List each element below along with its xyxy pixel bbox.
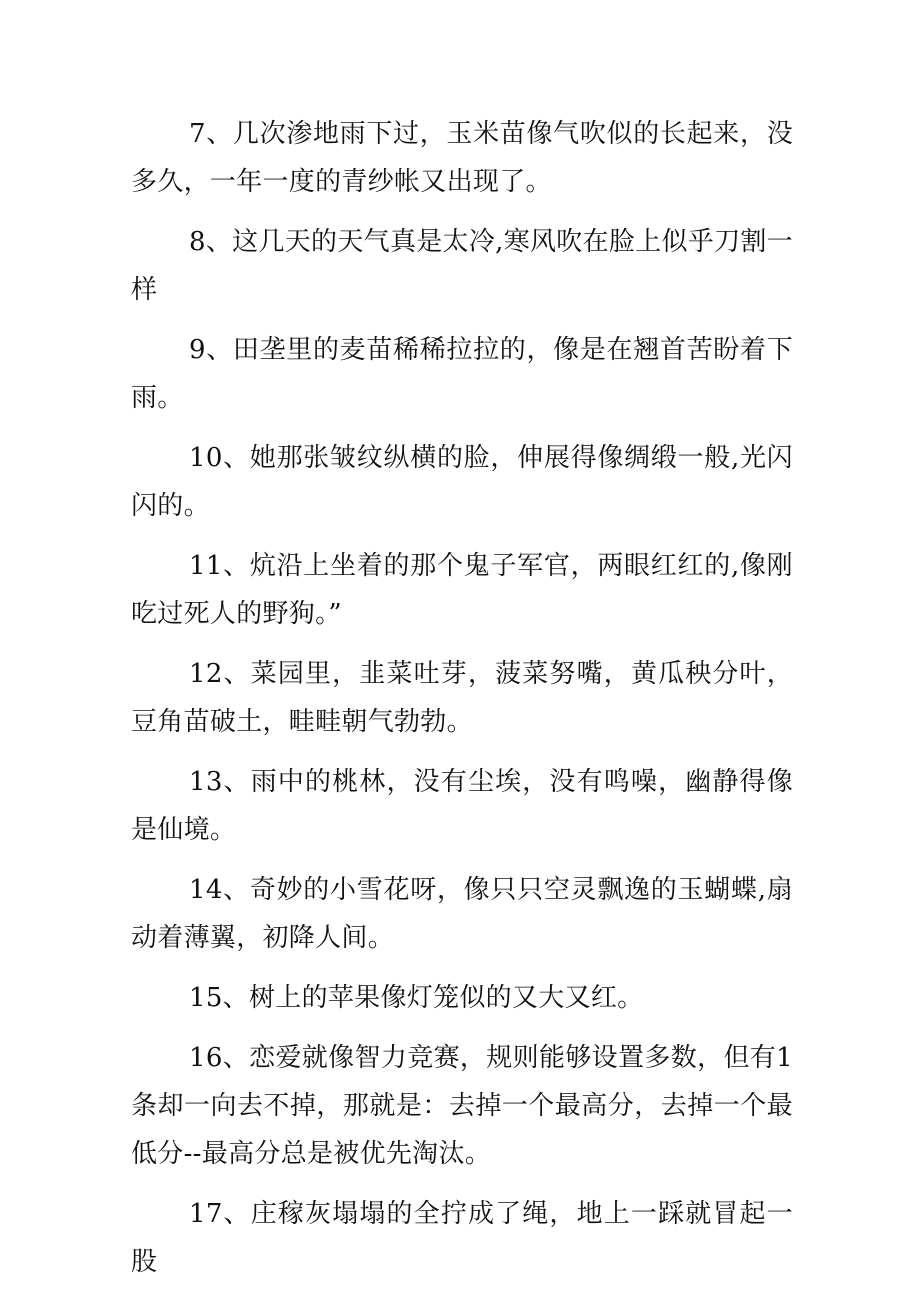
paragraph-15: 15、树上的苹果像灯笼似的又大又红。 [189,983,644,1013]
paragraph-17: 17、庄稼灰塌塌的全拧成了绳，地上一踩就冒起一股 [131,1199,793,1277]
paragraph-16: 16、恋爱就像智力竞赛，规则能够设置多数，但有1条却一向去不掉，那就是：去掉一个最高分，去掉一个最低分--最高分总是被优先淘汰。 [131,1043,793,1169]
paragraph-8: 8、这几天的天气真是太冷,寒风吹在脸上似乎刀割一样 [131,227,794,305]
paragraph-14: 14、奇妙的小雪花呀，像只只空灵飘逸的玉蝴蝶,扇动着薄翼，初降人间。 [131,875,793,953]
paragraph-7: 7、几次渗地雨下过，玉米苗像气吹似的长起来，没多久，一年一度的青纱帐又出现了。 [131,119,793,197]
paragraph-10: 10、她那张皱纹纵横的脸，伸展得像绸缎一般,光闪闪的。 [131,443,793,521]
paragraph-11: 11、炕沿上坐着的那个鬼子军官，两眼红红的,像刚吃过死人的野狗。” [131,551,793,629]
paragraph-12: 12、菜园里，韭菜吐芽，菠菜努嘴，黄瓜秧分叶，豆角苗破土，畦畦朝气勃勃。 [131,659,793,737]
paragraph-9: 9、田垄里的麦苗稀稀拉拉的，像是在翘首苦盼着下雨。 [131,335,793,413]
document-body [131,110,793,1298]
paragraph-13: 13、雨中的桃林，没有尘埃，没有鸣噪，幽静得像是仙境。 [131,767,793,845]
